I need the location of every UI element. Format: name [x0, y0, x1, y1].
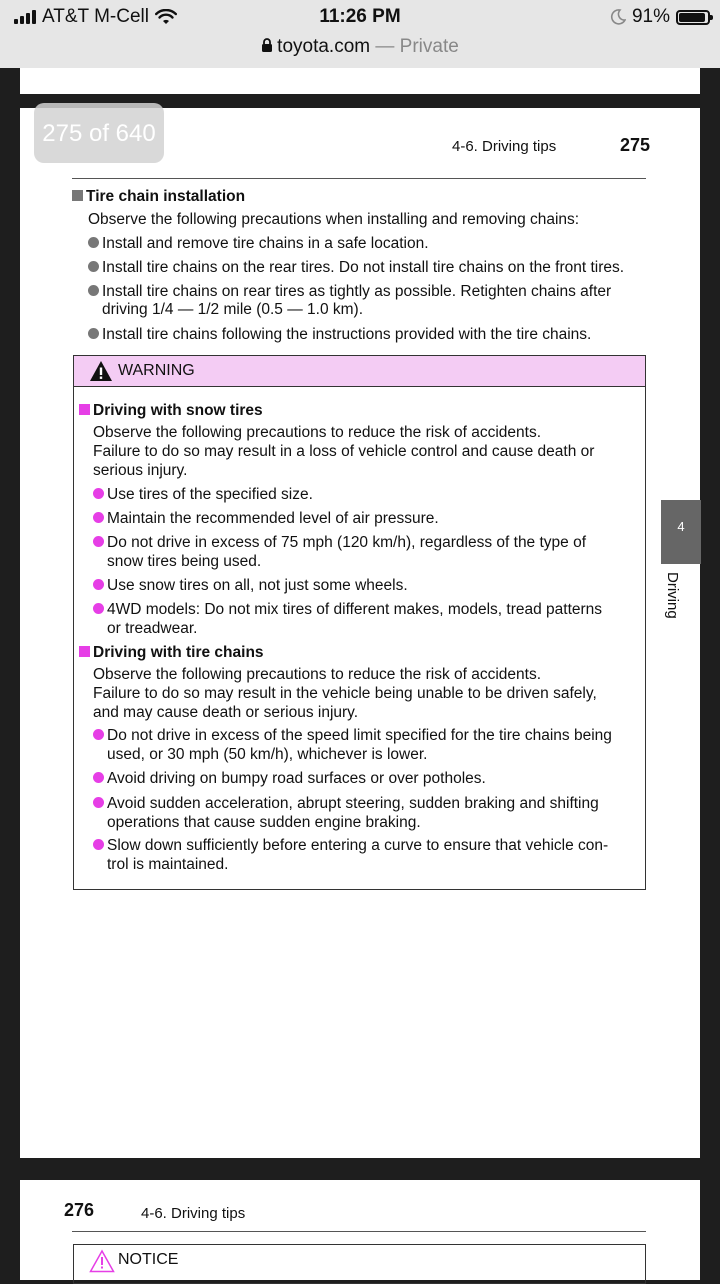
tire-chain-intro: Observe the following precautions when installing and removing chains: — [88, 211, 580, 228]
list-item: Install tire chains on rear tires as tightly as possible. Retighten chains after — [88, 282, 611, 301]
list-item: Use tires of the specified size. — [93, 485, 313, 504]
page-section-title: 4-6. Driving tips — [452, 138, 557, 155]
magenta-square-bullet — [79, 404, 90, 415]
paragraph-line: Observe the following precautions to reduce the risk of accidents. — [93, 424, 542, 441]
notice-triangle-icon — [89, 1249, 115, 1273]
chapter-tab-label: Driving — [664, 572, 681, 619]
url-domain: toyota.com — [277, 36, 371, 57]
list-item: Do not drive in excess of 75 mph (120 km/h), regardless of the type of — [93, 533, 586, 552]
notice-label: NOTICE — [118, 1251, 179, 1268]
paragraph-line: serious injury. — [93, 462, 188, 479]
battery-icon — [676, 10, 710, 25]
lock-icon — [261, 38, 273, 53]
warning-triangle-icon — [89, 360, 113, 382]
header-divider — [72, 178, 646, 179]
list-item: Avoid driving on bumpy road surfaces or over potholes. — [93, 769, 486, 788]
list-item-continuation: operations that cause sudden engine braking. — [107, 814, 421, 831]
clock: 11:26 PM — [319, 6, 401, 27]
list-item: Do not drive in excess of the speed limit specified for the tire chains being — [93, 726, 612, 745]
list-item: Install tire chains following the instructions provided with the tire chains. — [88, 325, 591, 344]
list-item-continuation: used, or 30 mph (50 km/h), whichever is lower. — [107, 746, 428, 763]
list-item-continuation: or treadwear. — [107, 620, 198, 637]
status-bar — [0, 0, 720, 68]
list-item: Install tire chains on the rear tires. Do not install tire chains on the front tires. — [88, 258, 624, 277]
list-item: Avoid sudden acceleration, abrupt steering, sudden braking and shifting — [93, 794, 599, 813]
chapter-tab[interactable]: 4 — [661, 500, 701, 564]
list-item-continuation: trol is maintained. — [107, 856, 229, 873]
paragraph-line: Failure to do so may result in a loss of vehicle control and cause death or — [93, 443, 595, 460]
carrier-name: AT&T M-Cell — [42, 6, 149, 27]
header-divider — [72, 1231, 646, 1232]
paragraph-line: and may cause death or serious injury. — [93, 704, 359, 721]
page-number: 276 — [64, 1200, 95, 1220]
tire-chain-heading: Tire chain installation — [72, 187, 245, 206]
gray-square-bullet — [72, 190, 83, 201]
list-item: Use snow tires on all, not just some wheels. — [93, 576, 408, 595]
page-top-strip — [20, 68, 700, 108]
warning-label: WARNING — [118, 362, 195, 379]
list-item-continuation: driving 1/4 — 1/2 mile (0.5 — 1.0 km). — [102, 301, 364, 318]
tire-chains-heading: Driving with tire chains — [79, 643, 264, 662]
battery-indicator — [610, 6, 710, 28]
battery-percent: 91% — [631, 6, 670, 27]
page-counter: 275 of 640 — [34, 103, 164, 163]
warning-header — [74, 356, 645, 387]
list-item: Install and remove tire chains in a safe location. — [88, 234, 429, 253]
notice-box — [73, 1244, 646, 1284]
snow-tires-heading: Driving with snow tires — [79, 401, 263, 420]
address-bar[interactable] — [0, 36, 720, 58]
paragraph-line: Failure to do so may result in the vehicle being unable to be driven safely, — [93, 685, 597, 702]
list-item: Slow down sufficiently before entering a curve to ensure that vehicle con- — [93, 836, 608, 855]
page-number: 275 — [620, 135, 651, 155]
private-mode-label: Private — [399, 36, 459, 57]
moon-icon — [610, 9, 626, 25]
list-item: 4WD models: Do not mix tires of different makes, models, tread patterns — [93, 600, 602, 619]
paragraph-line: Observe the following precautions to reduce the risk of accidents. — [93, 666, 542, 683]
url-separator: — — [370, 36, 400, 57]
magenta-square-bullet — [79, 646, 90, 657]
list-item-continuation: snow tires being used. — [107, 553, 262, 570]
page-section-title: 4-6. Driving tips — [141, 1205, 246, 1222]
list-item: Maintain the recommended level of air pressure. — [93, 509, 439, 528]
